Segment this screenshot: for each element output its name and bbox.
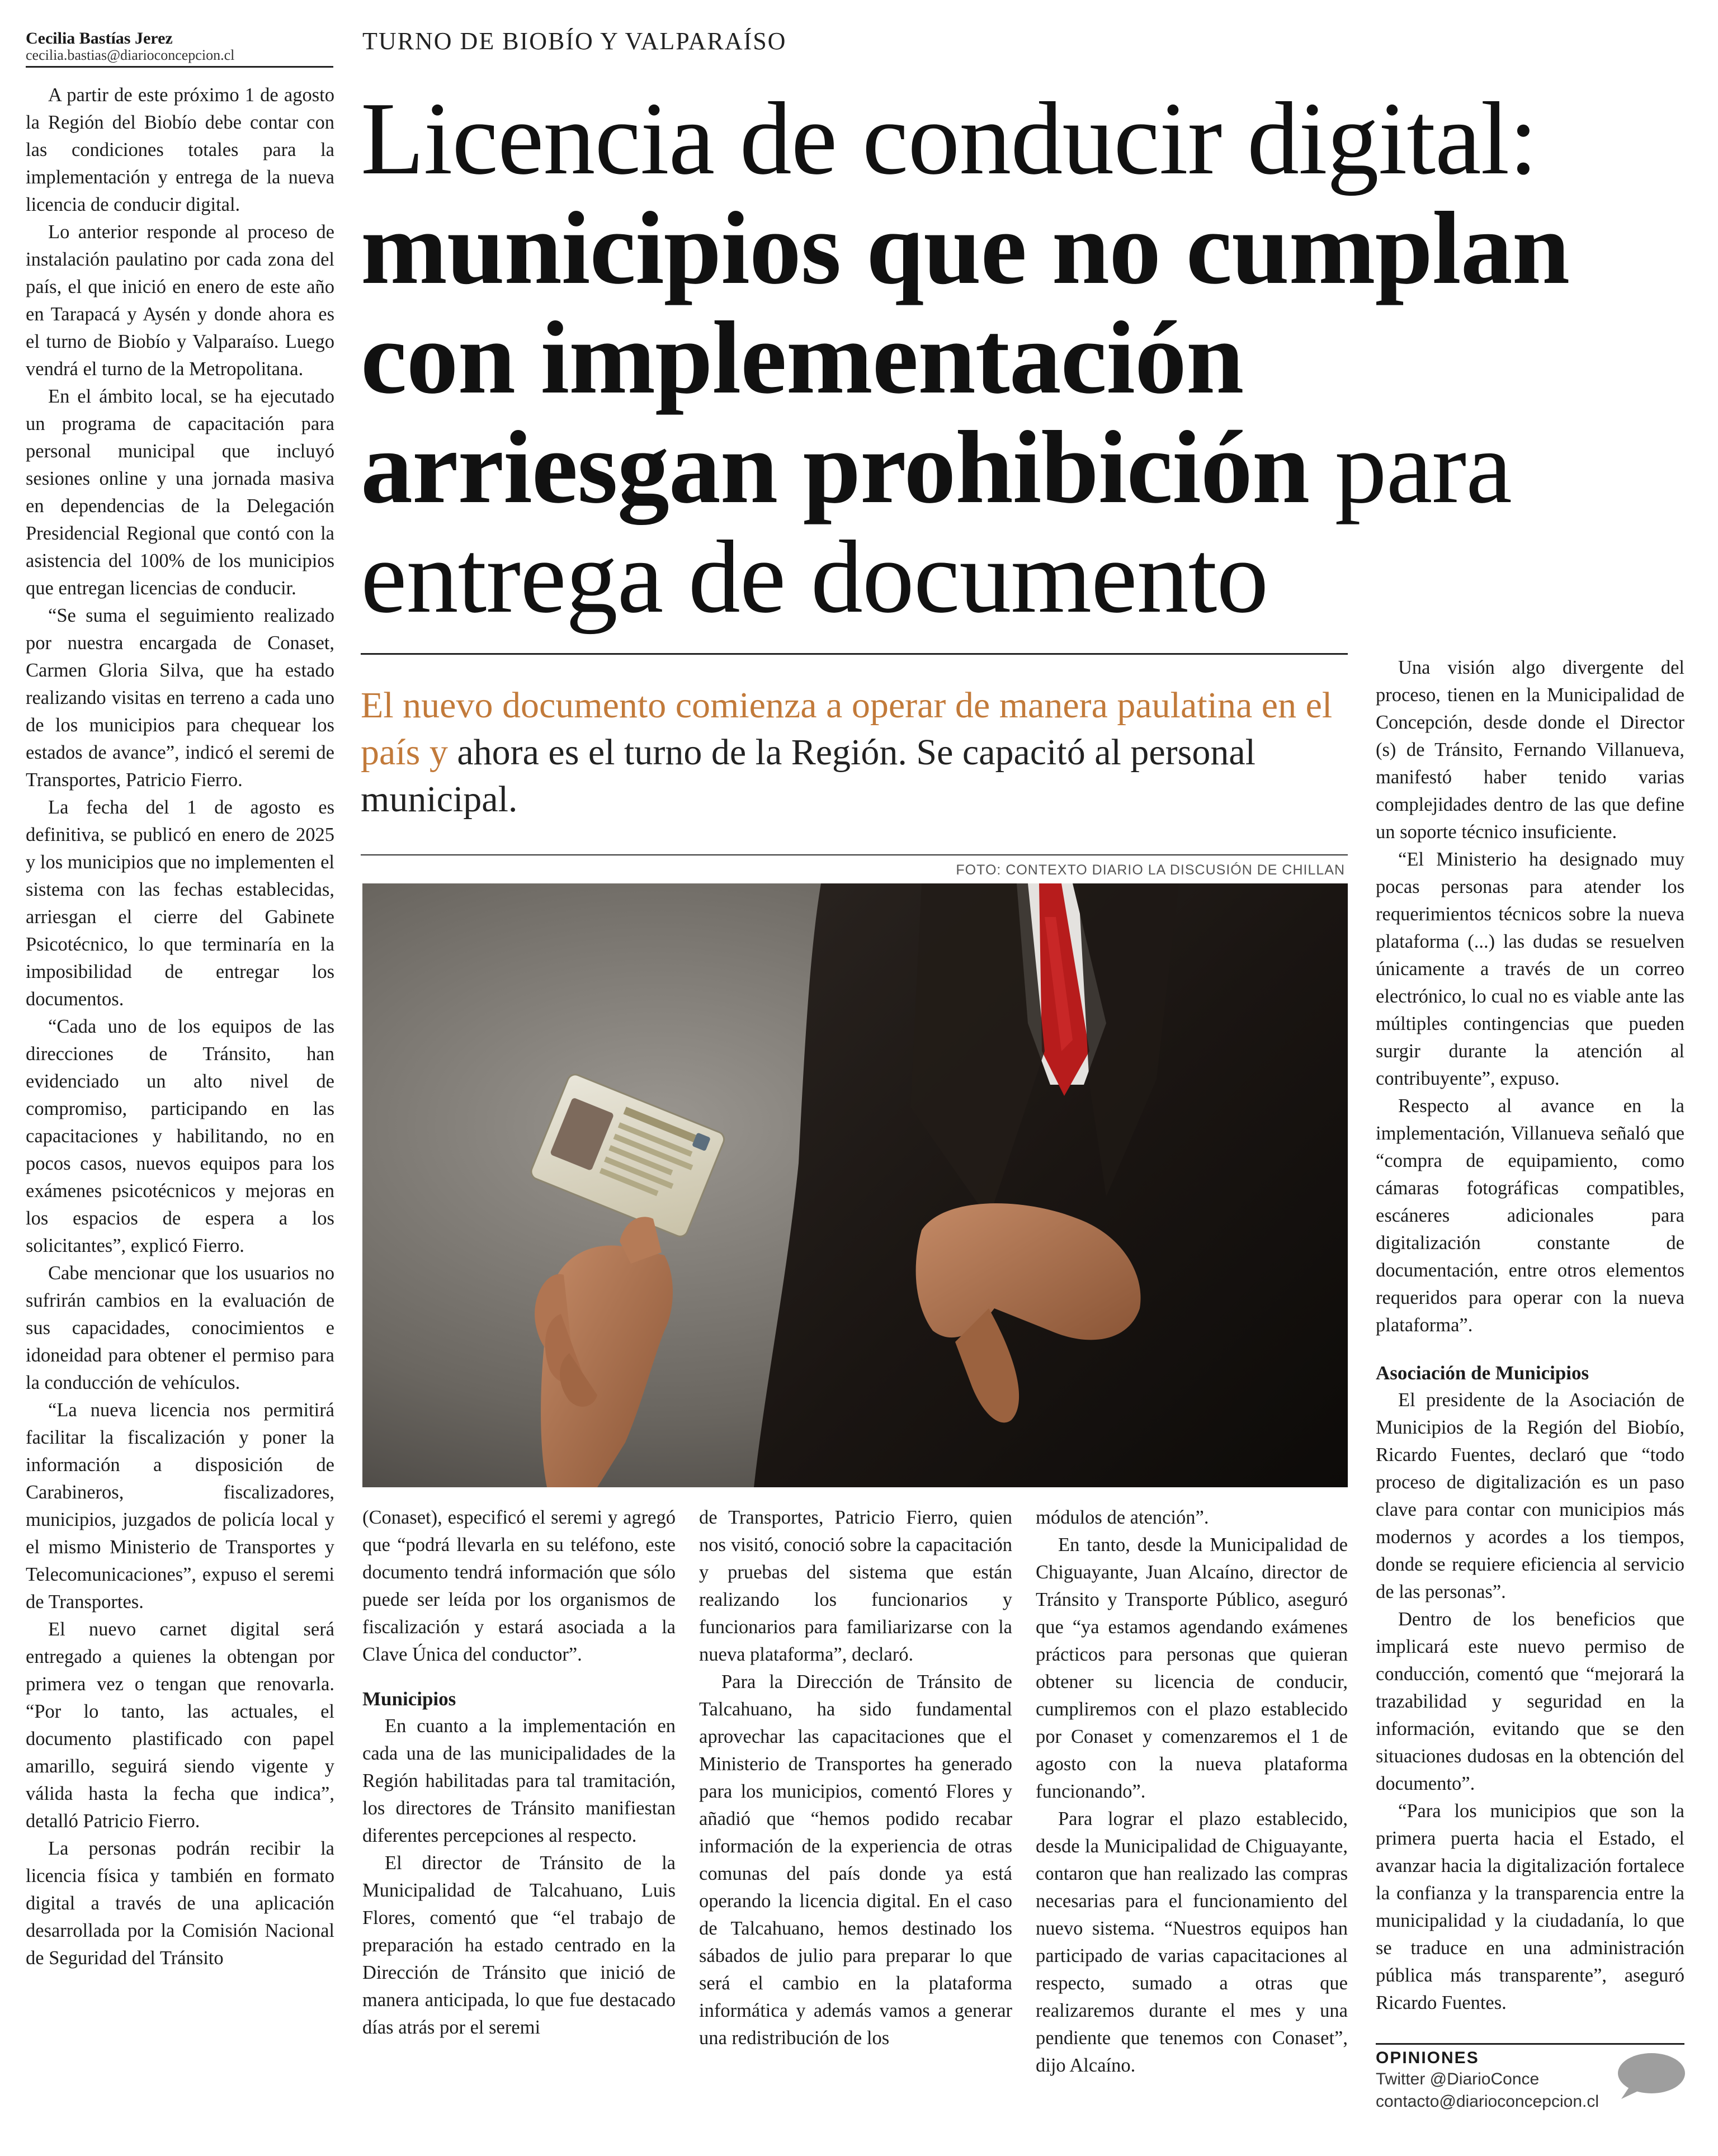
paragraph: El presidente de la Asociación de Municipios de la Región del Biobío, Ricardo Fuentes, declaró que “todo proceso de digitalización es un paso clave para contar con municipios más modernos y acordes a los tiempos, donde se requiere eficiencia al servicio de las personas”.	[1376, 1389, 1684, 1602]
paragraph: En el ámbito local, se ha ejecutado un programa de capacitación para personal municipal que incluyó sesiones online y una jornada masiva en dependencias de la Delegación Presidencial Regional que contó con la asistencia del 100% de los municipios que entregan licencias de conducir.	[26, 386, 334, 599]
subhead-municipios: Municipios	[362, 1688, 456, 1710]
paragraph: “Cada uno de los equipos de las direcciones de Tránsito, han evidenciado un alto nivel de compromiso, participando en las capacitaciones y habilitando, no en pocos casos, nuevos equipos para los exámenes psicotécnicos y mejoras en los espacios de espera a los solicitantes”, explicó Fierro.	[26, 1016, 334, 1256]
paragraph: La fecha del 1 de agosto es definitiva, se publicó en enero de 2025 y los municipios que no implementen el sistema con las fechas establecidas, arriesgan el cierre del Gabinete Psicotécnico, lo que terminaría en la imposibilidad de entregar los documentos.	[26, 797, 334, 1010]
headline-line-5: entrega de documento	[361, 519, 1268, 635]
photo-hand-holding-license	[362, 883, 1348, 1487]
deck	[361, 682, 1351, 823]
headline-line-3: con implementación	[361, 300, 1244, 415]
paragraph: de Transportes, Patricio Fierro, quien nos visitó, conoció sobre la capacitación y pruebas del sistema que están realizando los funcionarios y funcionarios para familiarizarse con la nueva plataforma”, declaró.	[699, 1507, 1012, 1665]
photo-credit: FOTO: CONTEXTO DIARIO LA DISCUSIÓN DE CHILLAN	[956, 862, 1345, 878]
article-column-5	[1376, 654, 1684, 2017]
photo-divider	[361, 854, 1348, 855]
section-label: TURNO DE BIOBÍO Y VALPARAÍSO	[362, 27, 787, 55]
headline-divider	[361, 653, 1348, 655]
paragraph: Para lograr el plazo establecido, desde la Municipalidad de Chiguayante, contaron que han realizado las compras necesarias para el funcionamiento del nuevo sistema. “Nuestros equipos han participado de varias capacitaciones al respecto, sumado a otras que realizaremos durante el mes y una pendiente que tenemos con Conaset”, dijo Alcaíno.	[1036, 1808, 1348, 2076]
paragraph: La personas podrán recibir la licencia física y también en formato digital a través de una aplicación desarrollada por la Comisión Nacional de Seguridad del Tránsito	[26, 1838, 334, 1969]
paragraph: Una visión algo divergente del proceso, tienen en la Municipalidad de Concepción, desde donde el Director (s) de Tránsito, Fernando Villanueva, manifestó haber tenido varias complejidades dentro de las que define un soporte técnico insuficiente.	[1376, 657, 1684, 843]
paragraph: El director de Tránsito de la Municipalidad de Talcahuano, Luis Flores, comentó que “el trabajo de preparación ha estado centrado en la Dirección de Tránsito que inició de manera anticipada, lo que fue destacado días atrás por el seremi	[362, 1852, 676, 2038]
paragraph: Respecto al avance en la implementación, Villanueva señaló que “compra de equipamiento, como cámaras fotográficas compatibles, escáneres adicionales para digitalización constante de documentación, entre otros elementos requeridos para operar con la nueva plataforma”.	[1376, 1095, 1684, 1336]
paragraph: Para la Dirección de Tránsito de Talcahuano, ha sido fundamental aprovechar las capacitaciones que el Ministerio de Transportes ha generado para los municipios, comentó Flores y añadió que “hemos podido recabar información de la experiencia de otras comunas del país donde ya está operando la licencia digital. En el caso de Talcahuano, hemos destinado los sábados de julio para preparar lo que será el cambio en la plataforma informática y además vamos a generar una redistribución de los	[699, 1671, 1012, 2049]
paragraph: En cuanto a la implementación en cada una de las municipalidades de la Región habilitadas para tal tramitación, los directores de Tránsito manifiestan diferentes percepciones al respecto.	[362, 1715, 676, 1846]
author-name: Cecilia Bastías Jerez	[26, 29, 173, 48]
paragraph: Cabe mencionar que los usuarios no sufrirán cambios en la evaluación de sus capacidades, conocimientos e idoneidad para obtener el permiso para la conducción de vehículos.	[26, 1263, 334, 1393]
opinions-title: OPINIONES	[1376, 2049, 1479, 2067]
headline	[361, 81, 1692, 635]
paragraph: Dentro de los beneficios que implicará este nuevo permiso de conducción, comentó que “mejorará la trazabilidad y seguridad en la información, evitando que se den situaciones dudosas en la obtención del documento”.	[1376, 1609, 1684, 1794]
opinions-twitter[interactable]: Twitter @DiarioConce	[1376, 2070, 1540, 2088]
paragraph: A partir de este próximo 1 de agosto la Región del Biobío debe contar con las condiciones totales para la implementación y entrega de la nueva licencia de conducir digital.	[26, 84, 334, 215]
paragraph: “El Ministerio ha designado muy pocas personas para atender los requerimientos técnicos sobre la nueva plataforma (...) las dudas se resuelven únicamente a través de un correo electrónico, lo cual no es viable ante las múltiples contingencias que pueden surgir durante la atención al contribuyente”, expuso.	[1376, 849, 1684, 1089]
paragraph: “La nueva licencia nos permitirá facilitar la fiscalización y poner la información a disposición de Carabineros, fiscalizadores, municipios, juzgados de policía local y el mismo Ministerio de Transportes y Telecomunicaciones”, expuso el seremi de Transportes.	[26, 1399, 334, 1613]
paragraph: Lo anterior responde al proceso de instalación paulatino por cada zona del país, el que inició en enero de este año en Tarapacá y Aysén y donde ahora es el turno de Biobío y Valparaíso. Luego vendrá el turno de la Metropolitana.	[26, 221, 334, 380]
paragraph: En tanto, desde la Municipalidad de Chiguayante, Juan Alcaíno, director de Tránsito y Transporte Público, aseguró que “ya estamos agendando exámenes prácticos para personas que quieran obtener su licencia de conducir, cumpliremos con el plazo establecido por Conaset y comenzaremos el 1 de agosto con la nueva plataforma funcionando”.	[1036, 1534, 1348, 1802]
headline-line-2: municipios que no cumplan	[361, 191, 1570, 306]
article-column-2	[362, 1504, 676, 2041]
article-column-4	[1036, 1504, 1348, 2079]
subhead-asociacion: Asociación de Municipios	[1376, 1362, 1589, 1384]
article-column-1	[26, 82, 334, 1972]
speech-bubble-icon	[1613, 2051, 1686, 2101]
paragraph: El nuevo carnet digital será entregado a quienes la obtengan por primera vez o tengan que renovarla. “Por lo tanto, las actuales, el documento plastificado con papel amarillo, seguirá siendo vigente y válida hasta la fecha que indica”, detalló Patricio Fierro.	[26, 1619, 334, 1832]
article-column-3	[699, 1504, 1012, 2052]
deck-accent: El nuevo documento comienza a operar de manera paulatina en el país y	[361, 685, 1333, 773]
paragraph: “Se suma el seguimiento realizado por nuestra encargada de Conaset, Carmen Gloria Silva, que ha estado realizando visitas en terreno a cada uno de los municipios para chequear los estados de avance”, indicó el seremi de Transportes, Patricio Fierro.	[26, 605, 334, 791]
paragraph: módulos de atención”.	[1036, 1507, 1209, 1528]
byline-divider	[26, 66, 333, 68]
headline-line-1: Licencia de conducir digital:	[361, 81, 1537, 196]
author-email: cecilia.bastias@diarioconcepcion.cl	[26, 47, 235, 63]
deck-rest: ahora es el turno de la Región. Se capacitó al personal municipal.	[361, 732, 1256, 820]
opinions-email[interactable]: contacto@diarioconcepcion.cl	[1376, 2092, 1599, 2111]
paragraph: “Para los municipios que son la primera puerta hacia el Estado, el avanzar hacia la digitalización fortalece la confianza y la transparencia entre la municipalidad y la ciudadanía, lo que se traduce en una administración pública más transparente”, aseguró Ricardo Fuentes.	[1376, 1800, 1684, 2013]
paragraph: (Conaset), especificó el seremi y agregó que “podrá llevarla en su teléfono, este documento tendrá información que sólo puede ser leída por los organismos de fiscalización y estará asociada a la Clave Única del conductor”.	[362, 1507, 676, 1665]
opinions-divider	[1376, 2043, 1684, 2045]
headline-line-4: arriesgan prohibición para	[361, 410, 1512, 525]
